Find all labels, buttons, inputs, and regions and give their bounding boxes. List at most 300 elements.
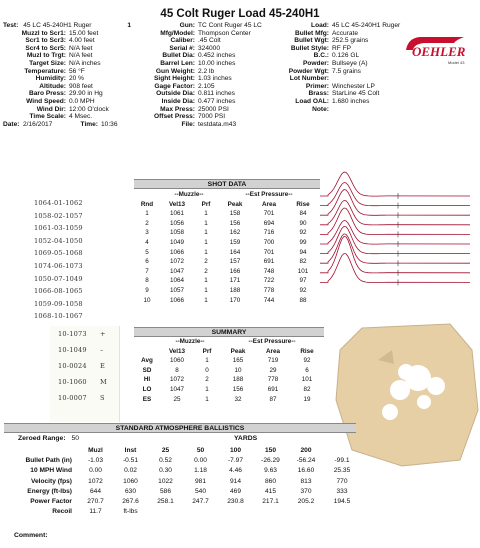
summary-column-header [134, 347, 160, 357]
ballistics-cell: 25.35 [333, 467, 351, 475]
shot-cell: 1057 [169, 286, 184, 294]
summary-row [134, 385, 324, 395]
tape-symbol: – [100, 346, 104, 354]
ballistics-cell: 370 [300, 487, 312, 495]
shot-column-header: Rise [296, 200, 310, 208]
load-info-row [282, 98, 402, 106]
summary-cell: 101 [301, 376, 313, 384]
summary-row [134, 356, 324, 366]
date-time-row [3, 121, 131, 129]
test-info-value: 20 % [69, 75, 85, 83]
gun-info-value: Thompson Center [198, 29, 251, 37]
shot-cell: 2 [204, 258, 208, 266]
load-info-row [282, 52, 402, 60]
ballistics-cell: 194.5 [333, 498, 351, 506]
load-info-value: Winchester LP [332, 82, 375, 90]
summary-cell: 1072 [169, 376, 184, 384]
shot-cell: 1 [204, 277, 208, 285]
shot-cell: 7 [145, 267, 149, 275]
summary-column-header: Vel13 [168, 347, 186, 355]
load-info-key: Bullet Wgt: [294, 37, 329, 45]
page-title: 45 Colt Ruger Load 45-240H1 [160, 8, 320, 20]
shot-cell: 164 [229, 248, 241, 256]
ballistics-cell: 205.2 [297, 498, 315, 506]
load-info-value: 7.5 grains [332, 67, 361, 75]
gun-info-row [140, 106, 270, 114]
summary-cell: 1 [205, 385, 209, 393]
ballistics-cell: -7.97 [227, 457, 244, 465]
shot-cell: 778 [263, 286, 275, 294]
zeroed-range [18, 435, 79, 442]
shot-cell: 1061 [169, 210, 184, 218]
load-info-key: Load: [311, 22, 329, 29]
shot-row [134, 219, 320, 229]
test-info-row [3, 98, 131, 106]
shot-cell: 92 [299, 229, 307, 237]
tape-value: 10-0007 [58, 394, 87, 402]
shot-cell: 2 [204, 267, 208, 275]
load-info-row [282, 22, 402, 30]
load-info-row [282, 68, 402, 76]
summary-column-header: Prf [202, 347, 212, 355]
shot-row [134, 257, 320, 267]
ballistics-row [4, 456, 360, 466]
test-info-row [3, 106, 131, 114]
summary-cell: 778 [267, 376, 279, 384]
logo-subtext: Model 43 [448, 60, 465, 65]
gun-info-value: 7000 PSI [198, 113, 226, 121]
ballistics-cell: 4.46 [229, 467, 242, 475]
handwritten-entry: 1050-07-1049 [34, 274, 83, 283]
summary-stat-label: Avg [141, 357, 153, 365]
load-info-value: 1.680 inches [332, 97, 370, 105]
shot-row [134, 228, 320, 238]
gun-info-value: 2.2 lb [198, 67, 215, 75]
summary-cell: 87 [269, 395, 277, 403]
summary-header-row [134, 347, 324, 357]
test-info-value: N/A feet [69, 44, 93, 52]
load-info-key: Powder: [302, 59, 329, 67]
shot-cell: 744 [263, 296, 275, 304]
load-info-row [282, 30, 402, 38]
shot-cell: 170 [229, 296, 241, 304]
handwritten-entry: 1074-06-1073 [34, 261, 83, 270]
shot-cell: 1 [204, 210, 208, 218]
ballistics-cell: 267.6 [122, 498, 139, 506]
shot-data-table [134, 190, 320, 305]
gun-info-key: Gun Weight: [155, 67, 195, 75]
gun-info-value: 0.477 inches [198, 97, 236, 105]
ballistics-column-header: 50 [196, 447, 205, 454]
load-info-value: RF FP [332, 44, 352, 52]
tape-symbol: + [100, 330, 106, 338]
load-info-key: B.C.: [313, 52, 329, 60]
gun-info-value: TC Cont Ruger 45 LC [198, 22, 262, 29]
gun-info-row [140, 68, 270, 76]
ballistics-cell: 217.1 [262, 498, 279, 506]
shot-cell: 1066 [169, 248, 184, 256]
test-info-row [3, 52, 131, 60]
test-info-key: Muzl to Trgt: [26, 52, 66, 60]
time-value: 10:36 [101, 120, 118, 128]
test-info-key: Wind Speed: [26, 97, 66, 105]
test-info-row [3, 90, 131, 98]
ballistics-cell: 860 [264, 477, 276, 485]
handwritten-entry: 1069-05-1068 [34, 249, 83, 258]
test-info-value: N/A inches [69, 59, 101, 67]
ballistics-cell: 586 [159, 487, 171, 495]
shot-cell: 1056 [169, 219, 184, 227]
ballistics-cell: 0.30 [159, 467, 172, 475]
ballistics-cell: 1060 [123, 477, 138, 485]
shot-cell: 1058 [169, 229, 184, 237]
shot-cell: 700 [263, 238, 275, 246]
gun-info-row [140, 22, 270, 30]
handwritten-entry: 1059-09-1058 [34, 299, 83, 308]
test-info-key: Time Scale: [29, 113, 66, 121]
summary-cell: 8 [175, 366, 179, 374]
shot-cell: 1 [204, 229, 208, 237]
test-key: Test: [3, 22, 19, 29]
pressure-trace-svg [320, 170, 475, 318]
ballistics-table [4, 446, 360, 517]
shot-cell: 90 [299, 219, 307, 227]
tape-line [50, 342, 119, 358]
load-info-value: StarLine 45 Colt [332, 90, 380, 98]
gun-info-key: Gun: [179, 22, 195, 29]
test-info-value: 4.00 feet [69, 37, 95, 45]
ballistics-cell: ft-lbs [123, 508, 138, 516]
shot-cell: 1064 [169, 277, 184, 285]
date-key: Date: [3, 120, 20, 128]
summary-cell: 1 [205, 395, 209, 403]
gun-info-key: Mfg/Model: [160, 29, 195, 37]
shot-row [134, 276, 320, 286]
ballistics-column-header: 100 [229, 447, 241, 454]
ballistics-cell: 270.7 [87, 498, 104, 506]
summary-cell: 32 [234, 395, 242, 403]
test-info-row [3, 60, 131, 68]
tape-value: 10-1073 [58, 330, 87, 338]
shot-cell: 6 [145, 258, 149, 266]
ballistics-cell: 247.7 [192, 498, 209, 506]
gun-info-value: 2.105 [198, 82, 215, 90]
shot-cell: 10 [143, 296, 151, 304]
tape-value: 10-0024 [58, 362, 87, 370]
summary-cell: 2 [205, 376, 209, 384]
ballistics-cell: 1.18 [194, 467, 207, 475]
ballistics-cell: 981 [194, 477, 206, 485]
test-info-key: Scr1 to Scr3: [25, 37, 66, 45]
ballistics-row-label: Recoil [52, 508, 72, 516]
summary-stat-label: SD [142, 366, 152, 374]
summary-cell: 19 [303, 395, 311, 403]
gun-info-key: Sight Height: [153, 75, 195, 83]
gun-info-row [140, 30, 270, 38]
handwritten-entry: 1061-03-1059 [34, 224, 83, 233]
shot-cell: 1 [204, 296, 208, 304]
load-info-value: 45 LC 45-240H1 Ruger [332, 22, 401, 29]
gun-info-key: Gage Factor: [154, 82, 195, 90]
test-info-value: N/A feet [69, 52, 93, 60]
gun-info-row [140, 83, 270, 91]
test-value: 45 LC 45-240H1 Ruger [23, 22, 92, 29]
ballistics-row [4, 487, 360, 497]
zeroed-range-label: Zeroed Range: [18, 435, 66, 442]
load-info-key: Brass: [308, 90, 329, 98]
ballistics-header: STANDARD ATMOSPHERE BALLISTICS [4, 423, 356, 433]
tape-line [50, 358, 119, 374]
test-info-row [3, 45, 131, 53]
summary-group-row [134, 337, 324, 347]
shot-cell: 1072 [169, 258, 184, 266]
test-info-key: Muzzl to Scr1: [21, 29, 66, 37]
shot-cell: 722 [263, 277, 275, 285]
gun-info-key: Inside Dia: [161, 97, 195, 105]
ballistics-cell: 0.52 [159, 457, 172, 465]
ballistics-cell: 644 [89, 487, 101, 495]
shot-cell: 158 [229, 210, 241, 218]
summary-cell: 719 [267, 357, 279, 365]
shot-cell: 1 [204, 248, 208, 256]
shot-cell: 94 [299, 248, 307, 256]
ballistics-cell: 230.8 [227, 498, 244, 506]
ballistics-cell: 0.00 [89, 467, 102, 475]
summary-cell: 188 [232, 376, 244, 384]
ballistics-row [4, 497, 360, 507]
load-info-key: Load OAL: [295, 97, 329, 105]
shot-cell: 156 [229, 219, 241, 227]
pressure-trace-line [320, 221, 470, 245]
ballistics-cell: -99.1 [334, 457, 350, 465]
shot-column-header: Vel13 [168, 200, 186, 208]
test-info-row [3, 37, 131, 45]
pressure-group-label: --Est Pressure-- [245, 191, 293, 198]
ballistics-cell: 258.1 [157, 498, 174, 506]
shot-row [134, 238, 320, 248]
ballistics-cell: 813 [300, 477, 312, 485]
summary-cell: 92 [303, 357, 311, 365]
tape-symbol: E [100, 362, 106, 370]
test-row [3, 22, 131, 30]
ballistics-cell: 540 [194, 487, 206, 495]
oehler-logo [404, 34, 474, 68]
muzzle-group-label: --Muzzle-- [174, 191, 204, 198]
test-info-row [3, 68, 131, 76]
gun-info-key: Max Press: [160, 105, 195, 113]
ballistics-corner [4, 446, 78, 456]
load-info-value: Accurate [332, 29, 359, 37]
handwritten-entry: 1064-01-1062 [34, 199, 83, 207]
shot-cell: 1 [145, 210, 149, 218]
shot-cell: 162 [229, 229, 241, 237]
ballistics-cell: 1072 [88, 477, 103, 485]
shot-column-header: Area [261, 200, 276, 208]
load-info-value: Bullseye (A) [332, 59, 368, 67]
test-info-key: Altitude: [39, 82, 66, 90]
shot-cell: 84 [299, 210, 307, 218]
ballistics-cell: 0.02 [124, 467, 137, 475]
test-info-value: 12:00 O'clock [69, 105, 109, 113]
chronograph-tape [50, 326, 120, 422]
gun-info-value: testdata.m43 [198, 120, 237, 128]
load-info-key: Lot Number: [289, 75, 329, 83]
test-info-value: 908 feet [69, 82, 93, 90]
test-info-row [3, 75, 131, 83]
ballistics-cell: 630 [124, 487, 136, 495]
load-info-row [282, 45, 402, 53]
load-info-row [282, 83, 402, 91]
handwritten-entry: 1068-10-1067 [34, 312, 83, 321]
pressure-trace-line [320, 254, 470, 283]
shot-column-header: Prf [201, 200, 211, 208]
shot-cell: 748 [263, 267, 275, 275]
summary-cell: 691 [267, 385, 279, 393]
gun-info-key: File: [181, 120, 195, 128]
tape-value: 10-1049 [58, 346, 87, 354]
ballistics-cell: -56.24 [296, 457, 316, 465]
load-info-row [282, 60, 402, 68]
shot-cell: 97 [299, 277, 307, 285]
gun-info-row [140, 52, 270, 60]
tape-line [50, 374, 119, 390]
tape-symbol: S [100, 394, 105, 402]
shot-cell: 166 [229, 267, 241, 275]
shot-cell: 1047 [169, 267, 184, 275]
shot-group-row [134, 190, 320, 200]
shot-row [134, 248, 320, 258]
summary-column-header: Area [265, 347, 280, 355]
shot-cell: 171 [229, 277, 241, 285]
shot-cell: 88 [299, 296, 307, 304]
summary-muzzle-group: --Muzzle-- [175, 338, 205, 345]
handwritten-entry: 1052-04-1050 [34, 236, 83, 245]
gun-info-row [140, 60, 270, 68]
load-info-row [282, 75, 402, 83]
ballistics-row [4, 477, 360, 487]
date-value: 2/16/2017 [23, 120, 53, 128]
summary-table [134, 337, 324, 404]
ballistics-column-header: 150 [264, 447, 276, 454]
gun-info-value: 10.00 inches [198, 59, 236, 67]
gun-info-row [140, 113, 270, 121]
test-info-value: 56 °F [69, 67, 85, 75]
ballistics-cell: 1022 [158, 477, 173, 485]
shot-cell: 159 [229, 238, 241, 246]
test-info-row [3, 113, 131, 121]
summary-stat-label: HI [143, 376, 151, 384]
shot-cell: 1 [204, 286, 208, 294]
summary-cell: 156 [232, 385, 244, 393]
shot-cell: 4 [145, 238, 149, 246]
tape-value: 10-1060 [58, 378, 87, 386]
pressure-trace-line [320, 226, 470, 253]
handwritten-notes [34, 197, 114, 323]
shot-cell: 716 [263, 229, 275, 237]
summary-cell: 10 [234, 366, 242, 374]
time-key: Time: [80, 120, 98, 128]
handwritten-entry: 1058-02-1057 [34, 211, 83, 220]
gun-info-key: Bullet Dia: [162, 52, 195, 60]
load-info-key: Bullet Style: [290, 44, 329, 52]
test-info-value: 0.0 MPH [69, 97, 95, 105]
ballistics-column-header: 25 [161, 447, 170, 454]
shot-cell: 2 [145, 219, 149, 227]
tape-line [50, 390, 119, 406]
test-info-key: Baro Press: [28, 90, 66, 98]
handwritten-entry: 1066-08-1065 [34, 287, 83, 296]
summary-row [134, 366, 324, 376]
shot-cell: 8 [145, 277, 149, 285]
gun-info-row [140, 98, 270, 106]
shot-cell: 1 [204, 238, 208, 246]
ballistics-cell: 333 [336, 487, 348, 495]
summary-cell: 165 [232, 357, 244, 365]
tape-line [50, 326, 119, 342]
ballistics-cell: 469 [229, 487, 241, 495]
ballistics-row-label: Energy (ft-lbs) [27, 487, 72, 495]
gun-info-row [140, 121, 270, 129]
test-info-value: 15.00 feet [69, 29, 99, 37]
ballistics-row-label: 10 MPH Wind [30, 467, 72, 475]
shot-cell: 1066 [169, 296, 184, 304]
oehler-logo-graphic [404, 34, 474, 68]
summary-column-header: Peak [230, 347, 246, 355]
ballistics-row-label: Power Factor [30, 498, 72, 506]
test-info-key: Scr4 to Scr5: [25, 44, 66, 52]
shot-row [134, 296, 320, 306]
gun-info-key: Serial #: [169, 44, 195, 52]
ballistics-cell: 11.7 [89, 508, 102, 516]
shot-cell: 101 [297, 267, 309, 275]
summary-stat-label: ES [142, 395, 152, 403]
summary-cell: 0 [205, 366, 209, 374]
gun-info-row [140, 37, 270, 45]
summary-cell: 1 [205, 357, 209, 365]
test-info-row [3, 30, 131, 38]
shot-cell: 3 [145, 229, 149, 237]
load-info-value: 0.126 GL [332, 52, 360, 60]
test-info-key: Wind Dir: [36, 105, 66, 113]
test-info-key: Target Size: [29, 59, 66, 67]
comment-label: Comment: [14, 532, 48, 539]
ballistics-column-row [4, 446, 360, 456]
ballistics-row-label: Velocity (fps) [30, 477, 72, 485]
shot-cell: 701 [263, 248, 275, 256]
summary-stat-label: LO [142, 385, 152, 393]
shot-cell: 701 [263, 210, 275, 218]
ballistics-column-header: Inst [124, 447, 137, 454]
load-info [282, 22, 402, 113]
shot-cell: 82 [299, 258, 307, 266]
gun-info-value: 1.03 inches [198, 75, 232, 83]
gun-info [140, 22, 270, 128]
gun-info-row [140, 75, 270, 83]
shot-cell: 157 [229, 258, 241, 266]
gun-info-row [140, 90, 270, 98]
gun-info-value: .45 Colt [198, 37, 221, 45]
test-info-row [3, 83, 131, 91]
load-info-value: 252.5 grains [332, 37, 369, 45]
ballistics-cell: 914 [229, 477, 241, 485]
load-info-row [282, 106, 402, 114]
load-info-key: Powder Wgt: [288, 67, 329, 75]
ballistics-cell: 770 [336, 477, 348, 485]
shot-header-row [134, 200, 320, 210]
gun-info-value: 25000 PSI [198, 105, 229, 113]
ballistics-cell: -1.03 [87, 457, 104, 465]
test-info-value: 29.90 in Hg [69, 90, 103, 98]
